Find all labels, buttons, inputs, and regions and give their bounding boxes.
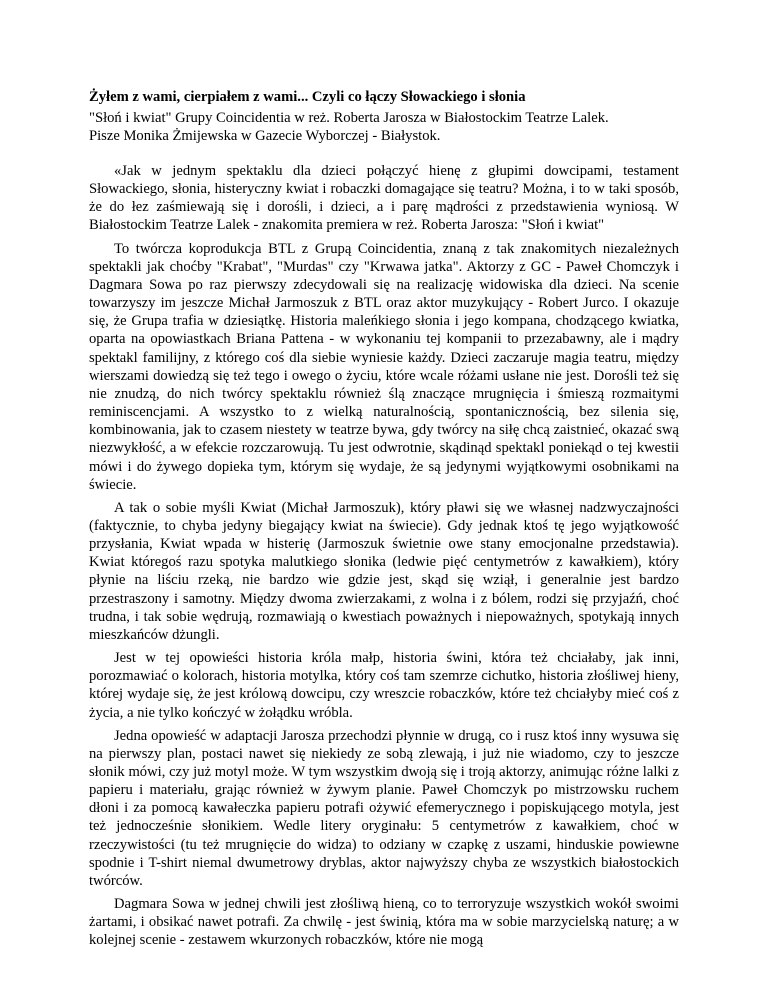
paragraph: Jest w tej opowieści historia króla małp, historia świni, która też chciałaby, jak inni, porozmawiać o kolorach, historia motylka, który coś tam szemrze cichutko, historia złośliwej hieny, której wydaje się, że jest królową dowcipu, czy wreszcie robaczków, które też chciałyby mieć coś z życia, a nie tylko kończyć w żołądku wróbla. xyxy=(89,650,679,721)
article-title: Żyłem z wami, cierpiałem z wami... Czyli co łączy Słowackiego i słonia xyxy=(89,89,526,105)
document-page xyxy=(89,88,679,955)
paragraph: Dagmara Sowa w jednej chwili jest złośliwą hieną, co to terroryzuje wszystkich wokół swoimi żartami, i obsikać nawet potrafi. Za chwilę - jest świnią, która ma w sobie marzycielską naturę; a w kolejnej scenie - zestawem wkurzonych robaczków, które nie mogą xyxy=(89,896,679,949)
paragraph: To twórcza koprodukcja BTL z Grupą Coincidentia, znaną z tak znakomitych niezależnych spektakli jak choćby "Krabat", "Murdas" czy "Krwawa jatka". Aktorzy z GC - Paweł Chomczyk i Dagmara Sowa po raz pierwszy zdecydowali się na realizację widowiska dla dzieci. Na scenie towarzyszy im jeszcze Michał Jarmoszuk z BTL oraz aktor muzykujący - Robert Jurco. I okazuje się, że Grupa trafia w dziesiątkę. Historia maleńkiego słonia i jego kompana, chodzącego kwiatka, oparta na opowiastkach Briana Pattena - w wykonaniu tej kompanii to przezabawny, ale i mądry spektakl familijny, z którego coś dla siebie wyniesie każdy. Dzieci zaczaruje magia teatru, między wierszami dowiedzą się też tego i owego o życiu, które wcale różami usłane nie jest. Dorośli też się nie znudzą, do nich twórcy spektaklu również ślą znaczące mrugnięcia i śmieszą rozmaitymi reminiscencjami. A wszystko to z wielką naturalnością, spontanicznością, bez silenia się, kombinowania, jak to czasem niestety w teatrze bywa, gdy twórcy na siłę chcą zaistnieć, okazać swą niezwykłość, a w efekcie rozczarowują. Tu jest odwrotnie, skądinąd spektakl poniekąd o tej kwestii mówi i do żywego dopieka tym, którym się wydaje, że są jedynymi wyjątkowymi osobnikami na świecie. xyxy=(89,240,679,493)
paragraph: Jedna opowieść w adaptacji Jarosza przechodzi płynnie w drugą, co i rusz ktoś inny wysuwa się na pierwszy plan, postaci nawet się niekiedy ze sobą zlewają, i już nie wiadomo, czy to jeszcze słonik mówi, czy już motyl może. W tym wszystkim dwoją się i troją aktorzy, animując różne lalki z papieru i materiału, grając również w żywym planie. Paweł Chomczyk po mistrzowsku ruchem dłoni i za pomocą kawałeczka papieru potrafi ożywić efemerycznego i popiskującego motyla, jest też jednocześnie słonikiem. Wedle litery oryginału: 5 centymetrów z kawałkiem, choć w rzeczywistości (tu też mrugnięcie do widza) to odziany w czapkę z uszami, hinduskie powiewne spodnie i T-shirt niemal dwumetrowy dryblas, aktor najwyższy chyba ze wszystkich białostockich twórców. xyxy=(89,727,679,889)
paragraph: «Jak w jednym spektaklu dla dzieci połączyć hienę z głupimi dowcipami, testament Słowackiego, słonia, histeryczny kwiat i robaczki domagające się teatru? Można, i to w taki sposób, że do łez zaśmiewają się i dorośli, i dzieci, a i parę mądrości z przedstawienia wyniosą. W Białostockim Teatrze Lalek - znakomita premiera w reż. Roberta Jarosza: "Słoń i kwiat" xyxy=(89,163,679,234)
subtitle-line: "Słoń i kwiat" Grupy Coincidentia w reż. Roberta Jarosza w Białostockim Teatrze Lalek. xyxy=(89,110,609,126)
paragraph: A tak o sobie myśli Kwiat (Michał Jarmoszuk), który pławi się we własnej nadzwyczajności (faktycznie, to chyba jedyny biegający kwiat na świecie). Gdy jednak ktoś tę jego wyjątkowość przysłania, Kwiat wpada w histerię (Jarmoszuk świetnie owe stany emocjonalne przedstawia). Kwiat któregoś razu spotyka malutkiego słonika (ledwie pięć centymetrów z kawałkiem), który płynie na liściu rzeką, nie bardzo wie gdzie jest, skąd się wziął, i generalnie jest bardzo przestraszony i samotny. Między dwoma zwierzakami, z wolna i z bólem, rodzi się przyjaźń, choć trudna, i tak sobie wędrują, rozmawiają o kwestiach poważnych i niepoważnych, spotykają innych mieszkańców dżungli. xyxy=(89,499,679,643)
article-subtitle xyxy=(89,109,679,145)
article-body xyxy=(89,162,679,950)
byline: Pisze Monika Żmijewska w Gazecie Wyborczej - Białystok. xyxy=(89,128,441,144)
